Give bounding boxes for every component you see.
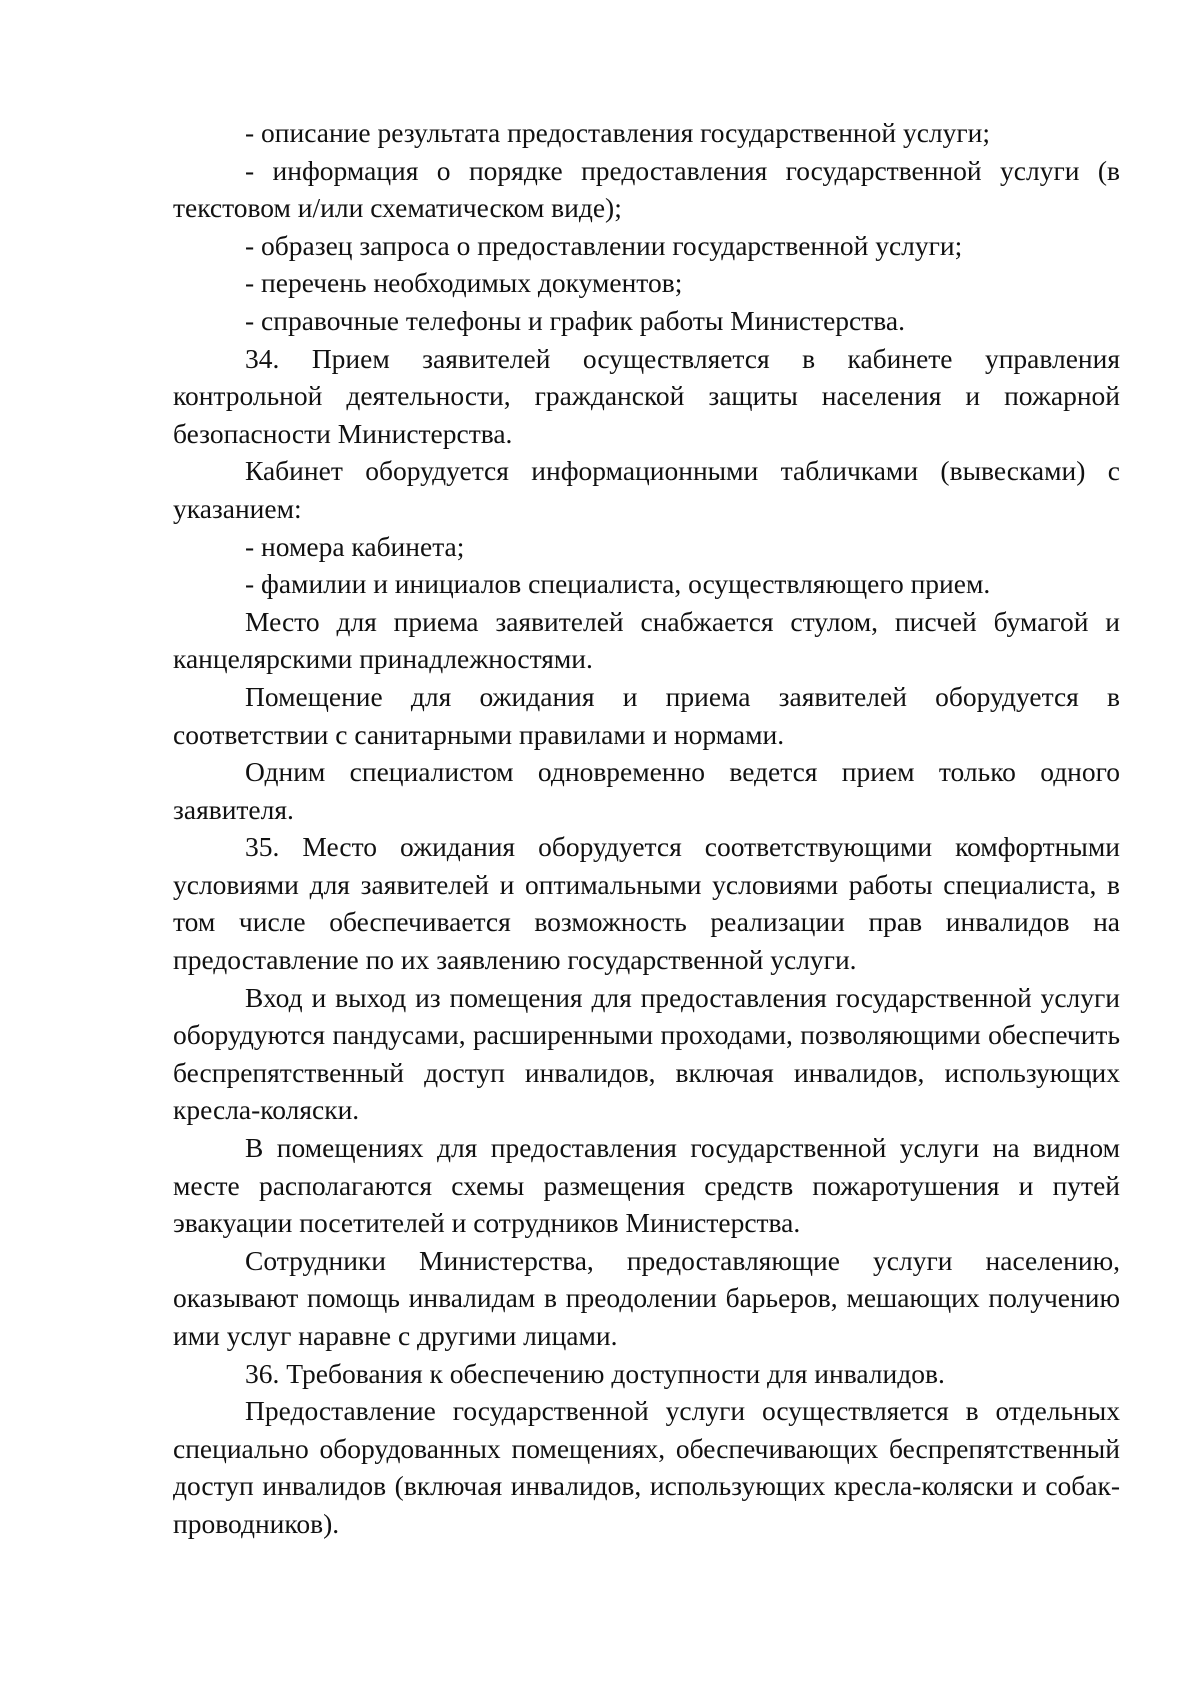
paragraph: - описание результата предоставления государственной услуги; — [245, 117, 991, 148]
paragraph: Одним специалистом одновременно ведется прием только одного заявителя. — [173, 756, 1120, 825]
paragraph: - справочные телефоны и график работы Министерства. — [245, 304, 905, 336]
paragraph: Кабинет оборудуется информационными табличками (вывесками) с указанием: — [173, 455, 1120, 524]
paragraph: Предоставление государственной услуги осуществляется в отдельных специально оборудованных помещениях, обеспечивающих беспрепятственный доступ инвалидов (включая инвалидов, использующих кресла-коляски и собак-проводников). — [173, 1395, 1120, 1539]
paragraph: 35. Место ожидания оборудуется соответствующими комфортными условиями для заявителей и оптимальными условиями работы специалиста, в том числе обеспечивается возможность реализации прав инвалидов на предоставление по их заявлению государственной услуги. — [173, 831, 1120, 976]
paragraph: Вход и выход из помещения для предоставления государственной услуги оборудуются пандусами, расширенными проходами, позволяющими обеспечить беспрепятственный доступ инвалидов, включая инвалидов, использующих кресла-коляски. — [173, 981, 1120, 1126]
paragraph: 34. Прием заявителей осуществляется в кабинете управления контрольной деятельности, гражданской защиты населения и пожарной безопасности Министерства. — [173, 342, 1120, 449]
paragraph: Сотрудники Министерства, предоставляющие услуги населению, оказывают помощь инвалидам в преодолении барьеров, мешающих получению ими услуг наравне с другими лицами. — [173, 1244, 1120, 1351]
paragraph: Помещение для ожидания и приема заявителей оборудуется в соответствии с санитарными правилами и нормами. — [173, 680, 1120, 750]
paragraph: 36. Требования к обеспечению доступности для инвалидов. — [245, 1357, 945, 1389]
paragraph: В помещениях для предоставления государственной услуги на видном месте располагаются схемы размещения средств пожаротушения и путей эвакуации посетителей и сотрудников Министерства. — [173, 1132, 1120, 1239]
paragraph: Место для приема заявителей снабжается стулом, писчей бумагой и канцелярскими принадлежностями. — [173, 605, 1120, 675]
document-body — [173, 114, 1120, 1543]
paragraph: - перечень необходимых документов; — [245, 267, 683, 299]
paragraph: - фамилии и инициалов специалиста, осуществляющего прием. — [245, 568, 991, 600]
paragraph: - информация о порядке предоставления государственной услуги (в текстовом и/или схематическом виде); — [173, 154, 1120, 224]
paragraph: - номера кабинета; — [245, 530, 465, 562]
paragraph: - образец запроса о предоставлении государственной услуги; — [245, 229, 963, 261]
